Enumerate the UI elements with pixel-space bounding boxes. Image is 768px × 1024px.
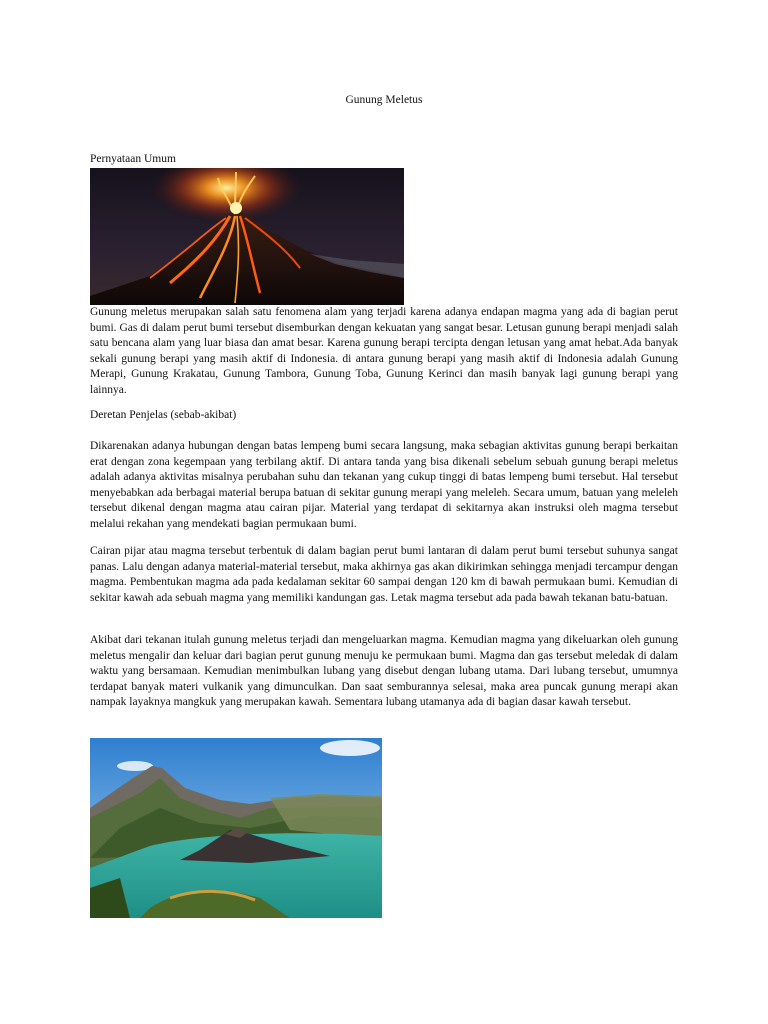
- paragraph-explanation-2: Cairan pijar atau magma tersebut terbentuk di dalam bagian perut bumi lantaran di dalam perut bumi tersebut suhunya sangat panas. Lalu dengan adanya material-material tersebut, maka akhirnya gas akan dikirimkan sehingga menjadi tercampur dengan magma. Pembentukan magma ada pada kedalaman sekitar 60 sampai dengan 120 km di bawah permukaan bumi. Kemudian di sekitar kawah ada sebuah magma yang memiliki kandungan gas. Letak magma tersebut ada pada bawah tekanan batu-batuan.: [90, 545, 678, 604]
- section-heading-explanation: Deretan Penjelas (sebab-akibat): [90, 409, 237, 421]
- document-title: Gunung Meletus: [345, 94, 423, 106]
- paragraph-explanation-3: Akibat dari tekanan itulah gunung meletus terjadi dan mengeluarkan magma. Kemudian magma yang dikeluarkan oleh gunung meletus mengalir dan keluar dari bagian perut gunung menuju ke permukaan bumi. Magma dan gas tersebut meledak di dalam waktu yang bersamaan. Kemudian menimbulkan lubang yang disebut dengan lubang utama. Dari lubang tersebut, umumnya terdapat banyak materi vulkanik yang dimunculkan. Dan saat semburannya selesai, maka area puncak gunung merapi akan nampak layaknya mangkuk yang merupakan kawah. Sementara lubang utamanya ada di bagian dasar kawah tersebut.: [90, 634, 678, 708]
- section-heading-general-statement: Pernyataan Umum: [90, 153, 176, 165]
- crater-lake-image: [90, 738, 382, 918]
- volcano-eruption-image: [90, 168, 404, 305]
- paragraph-explanation-1: Dikarenakan adanya hubungan dengan batas lempeng bumi secara langsung, maka sebagian aktivitas gunung berapi berkaitan erat dengan zona kegempaan yang terbilang aktif. Di antara tanda yang bisa dikenali sebelum sebuah gunung berapi meletus adalah adanya aktivitas misalnya perubahan suhu dan tekanan yang cukup tinggi di batas lempeng bumi tersebut. Hal tersebut menyebabkan ada berbagai material berupa batuan di sekitar gunung merapi yang meleleh. Secara umum, batuan yang meleleh tersebut dikenal dengan magma atau cairan pijar. Material yang terdapat di sekitarnya akan instruksi oleh magma tersebut melalui rekahan yang mendekati bagian permukaan bumi.: [90, 440, 678, 530]
- paragraph-general-statement: Gunung meletus merupakan salah satu fenomena alam yang terjadi karena adanya endapan magma yang ada di bagian perut bumi. Gas di dalam perut bumi tersebut disemburkan dengan kekuatan yang sangat besar. Letusan gunung berapi menjadi salah satu bencana alam yang luar biasa dan amat besar. Karena gunung berapi tercipta dengan letusan yang amat hebat.Ada banyak sekali gunung berapi yang masih aktif di Indonesia. di antara gunung berapi yang masih aktif di Indonesia adalah Gunung Merapi, Gunung Krakatau, Gunung Tambora, Gunung Toba, Gunung Kerinci dan masih banyak lagi gunung berapi yang lainnya.: [90, 306, 678, 396]
